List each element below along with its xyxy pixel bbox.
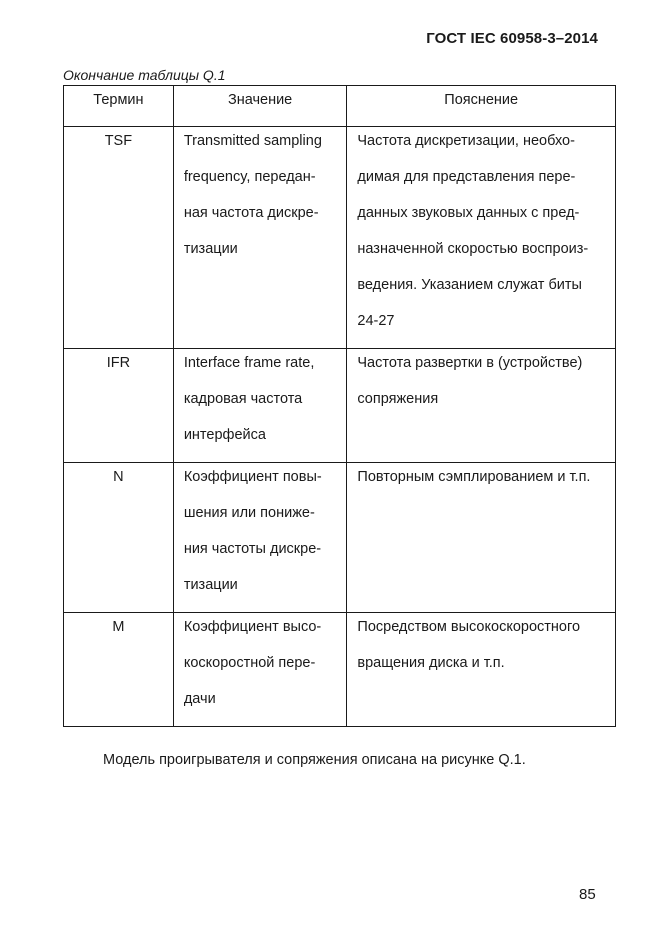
meaning-cell: Transmitted sampling frequency, передан- ная частота дискре- тизации — [173, 127, 347, 349]
terms-table — [63, 85, 616, 727]
table-row — [64, 463, 616, 613]
explanation-cell: Частота дискретизации, необхо- димая для представления пере- данных звуковых данных с пред- назначенной скоростью воспроиз- ведения. Указанием служат биты 24-27 — [347, 127, 616, 349]
explanation-cell: Частота развертки в (устройстве) сопряжения — [347, 349, 616, 463]
term-cell: M — [64, 613, 174, 727]
column-header-meaning: Значение — [173, 86, 347, 127]
table-row — [64, 349, 616, 463]
table-row — [64, 127, 616, 349]
table-header-row — [64, 86, 616, 127]
table-caption: Окончание таблицы Q.1 — [63, 67, 226, 83]
term-cell: TSF — [64, 127, 174, 349]
meaning-cell: Interface frame rate, кадровая частота интерфейса — [173, 349, 347, 463]
column-header-term: Термин — [64, 86, 174, 127]
page-number: 85 — [579, 886, 596, 903]
figure-reference-text: Модель проигрывателя и сопряжения описана на рисунке Q.1. — [103, 752, 526, 768]
explanation-cell: Повторным сэмплированием и т.п. — [347, 463, 616, 613]
document-header: ГОСТ IEC 60958-3–2014 — [426, 30, 598, 47]
table-row — [64, 613, 616, 727]
meaning-cell: Коэффициент высо- коскоростной пере- дачи — [173, 613, 347, 727]
term-cell: N — [64, 463, 174, 613]
explanation-cell: Посредством высокоскоростного вращения диска и т.п. — [347, 613, 616, 727]
column-header-explanation: Пояснение — [347, 86, 616, 127]
meaning-cell: Коэффициент повы- шения или пониже- ния частоты дискре- тизации — [173, 463, 347, 613]
term-cell: IFR — [64, 349, 174, 463]
